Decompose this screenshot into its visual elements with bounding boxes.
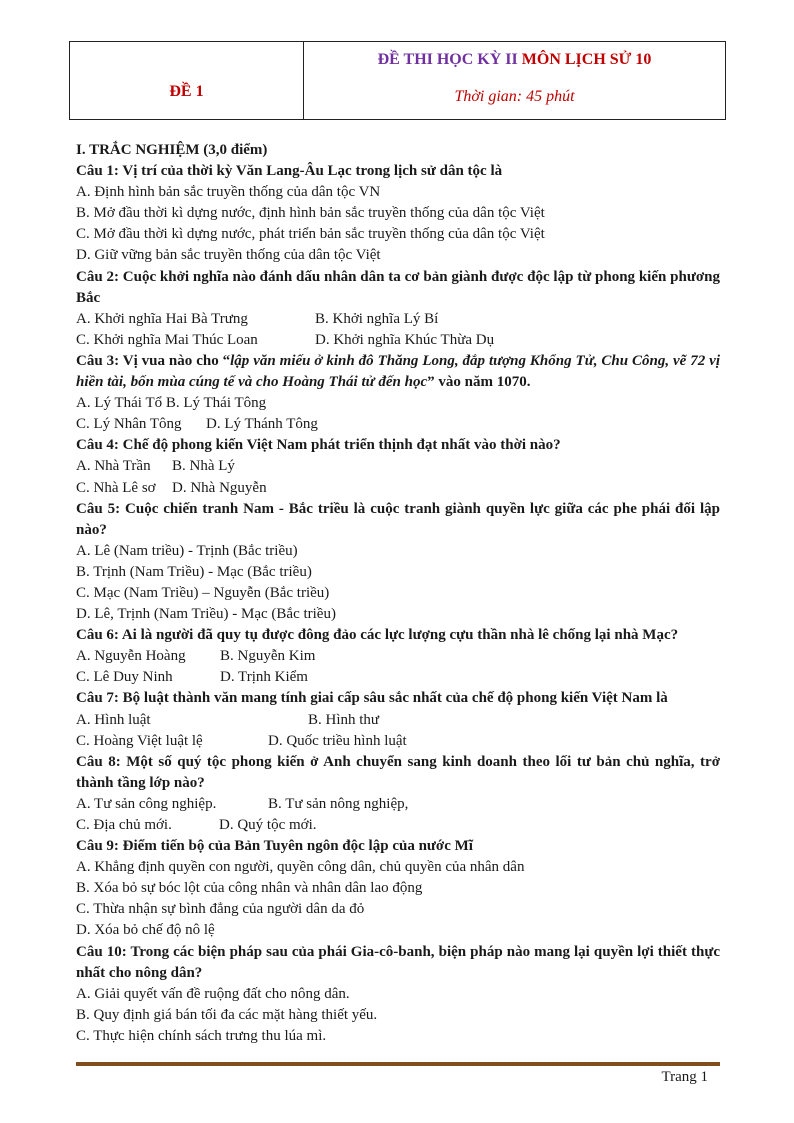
answer-2b: B. Khởi nghĩa Lý Bí [315, 310, 439, 327]
answer-1d: D. Giữ vững bản sắc truyền thống của dân tộc Việt [76, 247, 381, 264]
answer-4c: C. Nhà Lê sơ [76, 479, 156, 496]
answer-6b: B. Nguyễn Kim [220, 648, 316, 665]
question-8: Câu 8: Một số quý tộc phong kiến ở Anh chuyển sang kinh doanh theo lối tư bản chủ nghĩa, trở thành tầng lớp nào? [76, 753, 720, 791]
answer-1c: C. Mở đầu thời kì dựng nước, phát triển bản sắc truyền thống của dân tộc Việt [76, 226, 545, 243]
answer-7a: A. Hình luật [76, 711, 151, 728]
answer-9a: A. Khẳng định quyền con người, quyền công dân, chủ quyền của nhân dân [76, 859, 525, 876]
section-title: I. TRẮC NGHIỆM (3,0 điểm) [76, 142, 268, 158]
answer-5d: D. Lê, Trịnh (Nam Triều) - Mạc (Bắc triều) [76, 606, 336, 623]
answer-row [76, 815, 720, 836]
page-number: Trang 1 [661, 1069, 708, 1085]
answer-9b: B. Xóa bỏ sự bóc lột của công nhân và nhân dân lao động [76, 880, 423, 897]
answer-6a: A. Nguyễn Hoàng [76, 648, 186, 665]
question-3-lead: Câu 3: Vị vua nào cho “ [76, 352, 231, 369]
exam-header-table [69, 41, 726, 120]
question-1: Câu 1: Vị trí của thời kỳ Văn Lang-Âu Lạc trong lịch sử dân tộc là [76, 163, 503, 180]
answer-6d: D. Trịnh Kiểm [220, 669, 308, 686]
answer-5a: A. Lê (Nam triều) - Trịnh (Bắc triều) [76, 542, 298, 559]
question-6: Câu 6: Ai là người đã quy tụ được đông đảo các lực lượng cựu thần nhà lê chống lại nhà Mạc? [76, 627, 679, 644]
answer-4d: D. Nhà Nguyễn [172, 479, 267, 496]
answer-3d: D. Lý Thánh Tông [206, 416, 318, 433]
question-3-quote: lập văn miếu ở kinh đô Thăng Long, đắp tượng Khổng Tử, Chu Công, vẽ 72 vị hiền tài, bốn mùa cúng tế và cho Hoàng Thái tử đến học [76, 352, 720, 391]
answer-9c: C. Thừa nhận sự bình đẳng của người dân da đỏ [76, 901, 365, 918]
answer-row [76, 646, 720, 667]
answer-row [76, 414, 720, 435]
exam-code: ĐỀ 1 [169, 82, 204, 100]
answer-10c: C. Thực hiện chính sách trưng thu lúa mì. [76, 1027, 327, 1044]
answer-row [76, 710, 720, 731]
answer-3c: C. Lý Nhân Tông [76, 416, 182, 433]
question-3-tail: ” vào năm 1070. [427, 374, 531, 391]
answer-2a: A. Khởi nghĩa Hai Bà Trưng [76, 310, 248, 327]
answer-7d: D. Quốc triều hình luật [268, 732, 407, 749]
answer-row [76, 478, 720, 499]
answer-5b: B. Trịnh (Nam Triều) - Mạc (Bắc triều) [76, 563, 312, 580]
answer-8b: B. Tư sản nông nghiệp, [268, 795, 409, 812]
answer-8a: A. Tư sản công nghiệp. [76, 795, 217, 812]
exam-content [76, 140, 720, 1047]
answer-row [76, 456, 720, 477]
question-9: Câu 9: Điểm tiến bộ của Bản Tuyên ngôn độc lập của nước Mĩ [76, 838, 473, 855]
answer-9d: D. Xóa bỏ chế độ nô lệ [76, 922, 215, 939]
question-2: Câu 2: Cuộc khởi nghĩa nào đánh dấu nhân dân ta cơ bản giành được độc lập từ phong kiến phương Bắc [76, 268, 720, 306]
question-5: Câu 5: Cuộc chiến tranh Nam - Bắc triều là cuộc tranh giành quyền lực giữa các phe phái đối lập nào? [76, 500, 720, 538]
answer-7c: C. Hoàng Việt luật lệ [76, 732, 203, 749]
exam-code-cell [70, 42, 304, 120]
answer-10b: B. Quy định giá bán tối đa các mặt hàng thiết yếu. [76, 1006, 378, 1023]
answer-10a: A. Giải quyết vấn đề ruộng đất cho nông dân. [76, 985, 350, 1002]
exam-time: Thời gian: 45 phút [454, 87, 575, 105]
answer-4b: B. Nhà Lý [172, 458, 235, 475]
question-4: Câu 4: Chế độ phong kiến Việt Nam phát triển thịnh đạt nhất vào thời nào? [76, 437, 561, 454]
exam-title-cell [304, 42, 726, 120]
question-3 [76, 351, 720, 393]
exam-title-part1: ĐỀ THI HỌC KỲ II [377, 50, 518, 68]
answer-5c: C. Mạc (Nam Triều) – Nguyễn (Bắc triều) [76, 584, 330, 601]
answer-1a: A. Định hình bản sắc truyền thống của dân tộc VN [76, 184, 381, 201]
footer-divider [76, 1062, 720, 1066]
answer-row [76, 731, 720, 752]
exam-title [304, 50, 725, 70]
answer-row [76, 330, 720, 351]
answer-1b: B. Mở đầu thời kì dựng nước, định hình bản sắc truyền thống của dân tộc Việt [76, 205, 545, 222]
exam-title-part2: MÔN LỊCH SỬ 10 [521, 50, 652, 68]
answer-7b: B. Hình thư [308, 711, 380, 728]
answer-6c: C. Lê Duy Ninh [76, 669, 173, 686]
answer-row [76, 667, 720, 688]
question-7: Câu 7: Bộ luật thành văn mang tính giai cấp sâu sắc nhất của chế độ phong kiến Việt Nam là [76, 690, 668, 707]
answer-8c: C. Địa chủ mới. [76, 817, 172, 833]
answer-3ab: A. Lý Thái Tổ B. Lý Thái Tông [76, 395, 267, 412]
answer-2d: D. Khởi nghĩa Khúc Thừa Dụ [315, 331, 495, 348]
answer-row [76, 309, 720, 330]
answer-4a: A. Nhà Trần [76, 458, 151, 475]
answer-2c: C. Khởi nghĩa Mai Thúc Loan [76, 331, 258, 348]
question-10: Câu 10: Trong các biện pháp sau của phái Gia-cô-banh, biện pháp nào mang lại quyền lợi thiết thực nhất cho nông dân? [76, 943, 720, 981]
answer-row [76, 794, 720, 815]
answer-8d: D. Quý tộc mới. [219, 817, 317, 833]
